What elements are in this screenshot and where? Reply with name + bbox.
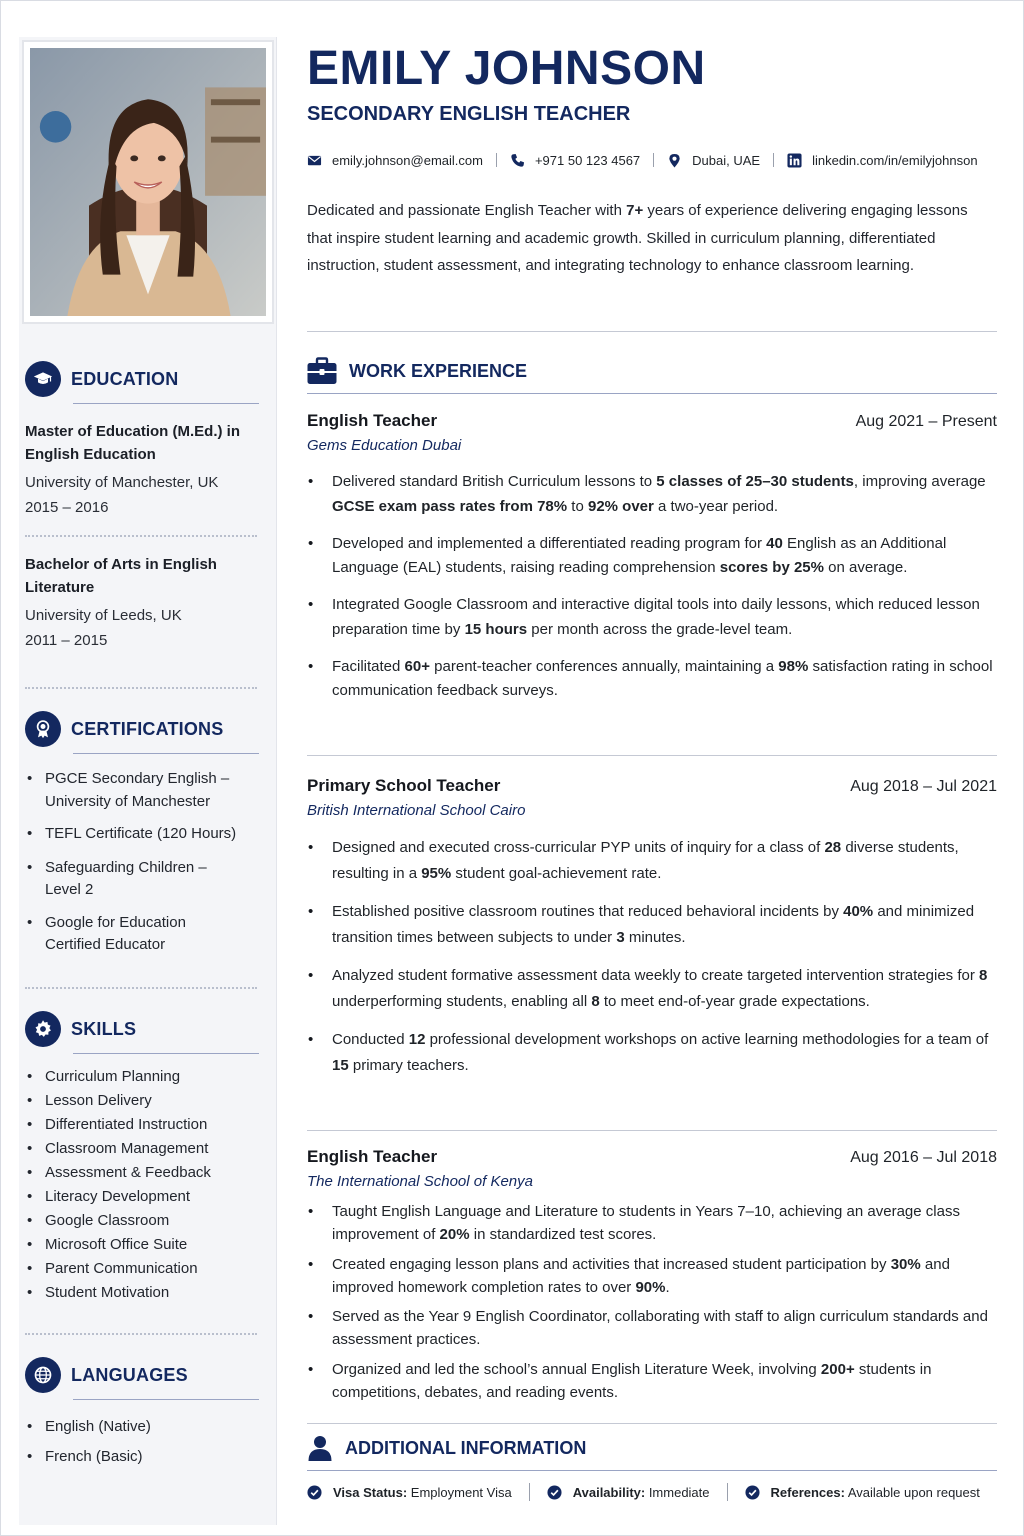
job-dates: Aug 2016 – Jul 2018: [850, 1149, 997, 1166]
check-circle-icon: [547, 1485, 562, 1500]
email-text: emily.johnson@email.com: [332, 152, 483, 168]
professional-summary: [307, 197, 987, 280]
location-text: Dubai, UAE: [692, 152, 761, 168]
section-rule: [73, 403, 259, 404]
bullet-item: • Developed and implemented a differentiated reading program for 40 English as an Additional Language (EAL) students, raising reading comprehension scores by 25% on average.: [307, 532, 997, 581]
summary-text: years of experience delivering engaging lessons that inspire student learning and academic growth. Skilled in curriculum planning, differentiated instruction, student assessment, and integrating technology to enhance classroom learning.: [307, 202, 968, 274]
education-item: [25, 420, 259, 520]
list-item: • Microsoft Office Suite: [25, 1233, 259, 1257]
skills-section: [25, 1009, 259, 1305]
section-rule: [73, 1399, 259, 1400]
job-title: English Teacher: [307, 1147, 438, 1166]
info-label: Visa Status:: [333, 1484, 408, 1500]
job-dates: Aug 2018 – Jul 2021: [850, 778, 997, 795]
gear-icon: [25, 1011, 61, 1047]
divider: [307, 755, 997, 756]
check-circle-icon: [307, 1485, 322, 1500]
award-ribbon-icon: [25, 711, 61, 747]
divider: [25, 535, 257, 537]
job-bullets: [307, 835, 997, 1078]
list-item: • Differentiated Instruction: [25, 1113, 259, 1137]
phone-text: +971 50 123 4567: [534, 152, 641, 168]
info-value: Immediate: [645, 1484, 710, 1500]
divider: [25, 987, 257, 989]
languages-title: LANGUAGES: [71, 1364, 188, 1385]
location-pin-icon: [667, 153, 682, 168]
work-experience-heading: [307, 357, 527, 385]
job-role-title: SECONDARY ENGLISH TEACHER: [307, 103, 631, 125]
visa-status: [333, 1485, 512, 1500]
section-rule: [73, 753, 259, 754]
section-rule: [307, 393, 997, 394]
list-item: • Curriculum Planning: [25, 1065, 259, 1089]
sidebar: [19, 37, 277, 1525]
candidate-name: EMILY JOHNSON: [307, 42, 706, 95]
references: [771, 1485, 980, 1500]
list-item: • Google for Education Certified Educator: [25, 912, 215, 957]
job-entry: [307, 1147, 997, 1404]
list-item: • Lesson Delivery: [25, 1089, 259, 1113]
degree-name: Bachelor of Arts in English Literature: [25, 556, 217, 596]
separator: [653, 153, 654, 167]
user-icon: [307, 1435, 333, 1461]
bullet-item: • Conducted 12 professional development workshops on active learning methodologies for a team of 15 primary teachers.: [307, 1027, 997, 1078]
employer-name: Gems Education Dubai: [307, 437, 462, 454]
job-title: English Teacher: [307, 411, 438, 430]
info-value: Employment Visa: [407, 1484, 512, 1500]
list-item: • Literacy Development: [25, 1185, 259, 1209]
contact-phone[interactable]: [510, 153, 640, 168]
separator: [496, 153, 497, 167]
bullet-item: • Delivered standard British Curriculum lessons to 5 classes of 25–30 students, improving average GCSE exam pass rates from 78% to 92% over a two-year period.: [307, 470, 997, 519]
job-entry: [307, 776, 997, 1078]
school-name: University of Leeds, UK: [25, 607, 182, 624]
divider: [307, 331, 997, 332]
list-item: • Google Classroom: [25, 1209, 259, 1233]
info-value: Available upon request: [844, 1484, 980, 1500]
profile-photo: [22, 40, 274, 324]
linkedin-text: linkedin.com/in/emilyjohnson: [812, 152, 978, 168]
list-item: • TEFL Certificate (120 Hours): [25, 823, 259, 846]
check-circle-icon: [745, 1485, 760, 1500]
separator: [529, 1483, 530, 1501]
bullet-item: • Analyzed student formative assessment data weekly to create targeted intervention strategies for 8 underperforming students, enabling all 8 to meet end-of-year grade expectations.: [307, 963, 997, 1014]
education-years: 2011 – 2015: [25, 632, 108, 649]
list-item: • Student Motivation: [25, 1281, 259, 1305]
list-item: • English (Native): [25, 1412, 259, 1442]
summary-text: Dedicated and passionate English Teacher with: [307, 202, 627, 219]
education-item: [25, 553, 259, 653]
contact-bar: [307, 149, 997, 171]
job-bullets: [307, 1200, 997, 1404]
list-item: • Assessment & Feedback: [25, 1161, 259, 1185]
languages-section: [25, 1355, 259, 1471]
info-label: Availability:: [572, 1484, 646, 1500]
job-title: Primary School Teacher: [307, 776, 501, 795]
availability: [573, 1485, 710, 1500]
employer-name: The International School of Kenya: [307, 1173, 533, 1190]
linkedin-icon: [787, 153, 802, 168]
list-item: • Classroom Management: [25, 1137, 259, 1161]
info-label: References:: [770, 1484, 845, 1500]
envelope-icon: [307, 153, 322, 168]
divider: [307, 1130, 997, 1131]
certifications-section: [25, 709, 259, 957]
job-entry: [307, 411, 997, 704]
additional-info-heading: [307, 1435, 586, 1461]
degree-name: Master of Education (M.Ed.) in English Education: [25, 423, 241, 463]
list-item: • Safeguarding Children – Level 2: [25, 857, 225, 902]
bullet-item: • Taught English Language and Literature to students in Years 7–10, achieving an average class improvement of 20% in standardized test scores.: [307, 1200, 997, 1246]
section-rule: [307, 1470, 997, 1471]
certifications-title: CERTIFICATIONS: [71, 718, 224, 739]
bullet-item: • Facilitated 60+ parent-teacher conferences annually, maintaining a 98% satisfaction rating in school communication feedback surveys.: [307, 655, 997, 704]
divider: [25, 1333, 257, 1335]
additional-info-row: [307, 1483, 997, 1501]
additional-info-title: ADDITIONAL INFORMATION: [345, 1437, 587, 1458]
list-item: • PGCE Secondary English – University of Manchester: [25, 768, 245, 813]
bullet-item: • Designed and executed cross-curricular PYP units of inquiry for a class of 28 diverse students, resulting in a 95% student goal-achievement rate.: [307, 835, 997, 886]
contact-location: [667, 153, 760, 168]
bullet-item: • Served as the Year 9 English Coordinator, collaborating with staff to align curriculum standards and assessment practices.: [307, 1305, 997, 1351]
job-bullets: [307, 470, 997, 704]
bullet-item: • Organized and led the school’s annual English Literature Week, involving 200+ students in competitions, debates, and reading events.: [307, 1358, 997, 1404]
divider: [307, 1423, 997, 1424]
education-title: EDUCATION: [71, 368, 179, 389]
bullet-item: • Created engaging lesson plans and activities that increased student participation by 30% and improved homework completion rates to over 90%.: [307, 1253, 997, 1299]
graduation-cap-icon: [25, 361, 61, 397]
work-experience-title: WORK EXPERIENCE: [349, 360, 528, 381]
job-dates: Aug 2021 – Present: [855, 413, 997, 430]
contact-email[interactable]: [307, 153, 483, 168]
list-item: • Parent Communication: [25, 1257, 259, 1281]
divider: [25, 687, 257, 689]
education-section: [25, 359, 259, 520]
phone-icon: [510, 153, 525, 168]
globe-icon: [25, 1357, 61, 1393]
school-name: University of Manchester, UK: [25, 474, 219, 491]
education-years: 2015 – 2016: [25, 499, 109, 516]
briefcase-icon: [307, 357, 337, 385]
separator: [773, 153, 774, 167]
employer-name: British International School Cairo: [307, 802, 526, 819]
summary-highlight: 7+: [626, 202, 644, 219]
separator: [727, 1483, 728, 1501]
list-item: • French (Basic): [25, 1442, 259, 1472]
section-rule: [73, 1053, 259, 1054]
bullet-item: • Established positive classroom routines that reduced behavioral incidents by 40% and minimized transition times between subjects to under 3 minutes.: [307, 899, 997, 950]
skills-title: SKILLS: [71, 1018, 137, 1039]
contact-linkedin[interactable]: [787, 153, 977, 168]
bullet-item: • Integrated Google Classroom and interactive digital tools into daily lessons, which reduced lesson preparation time by 15 hours per month across the grade-level team.: [307, 593, 997, 642]
